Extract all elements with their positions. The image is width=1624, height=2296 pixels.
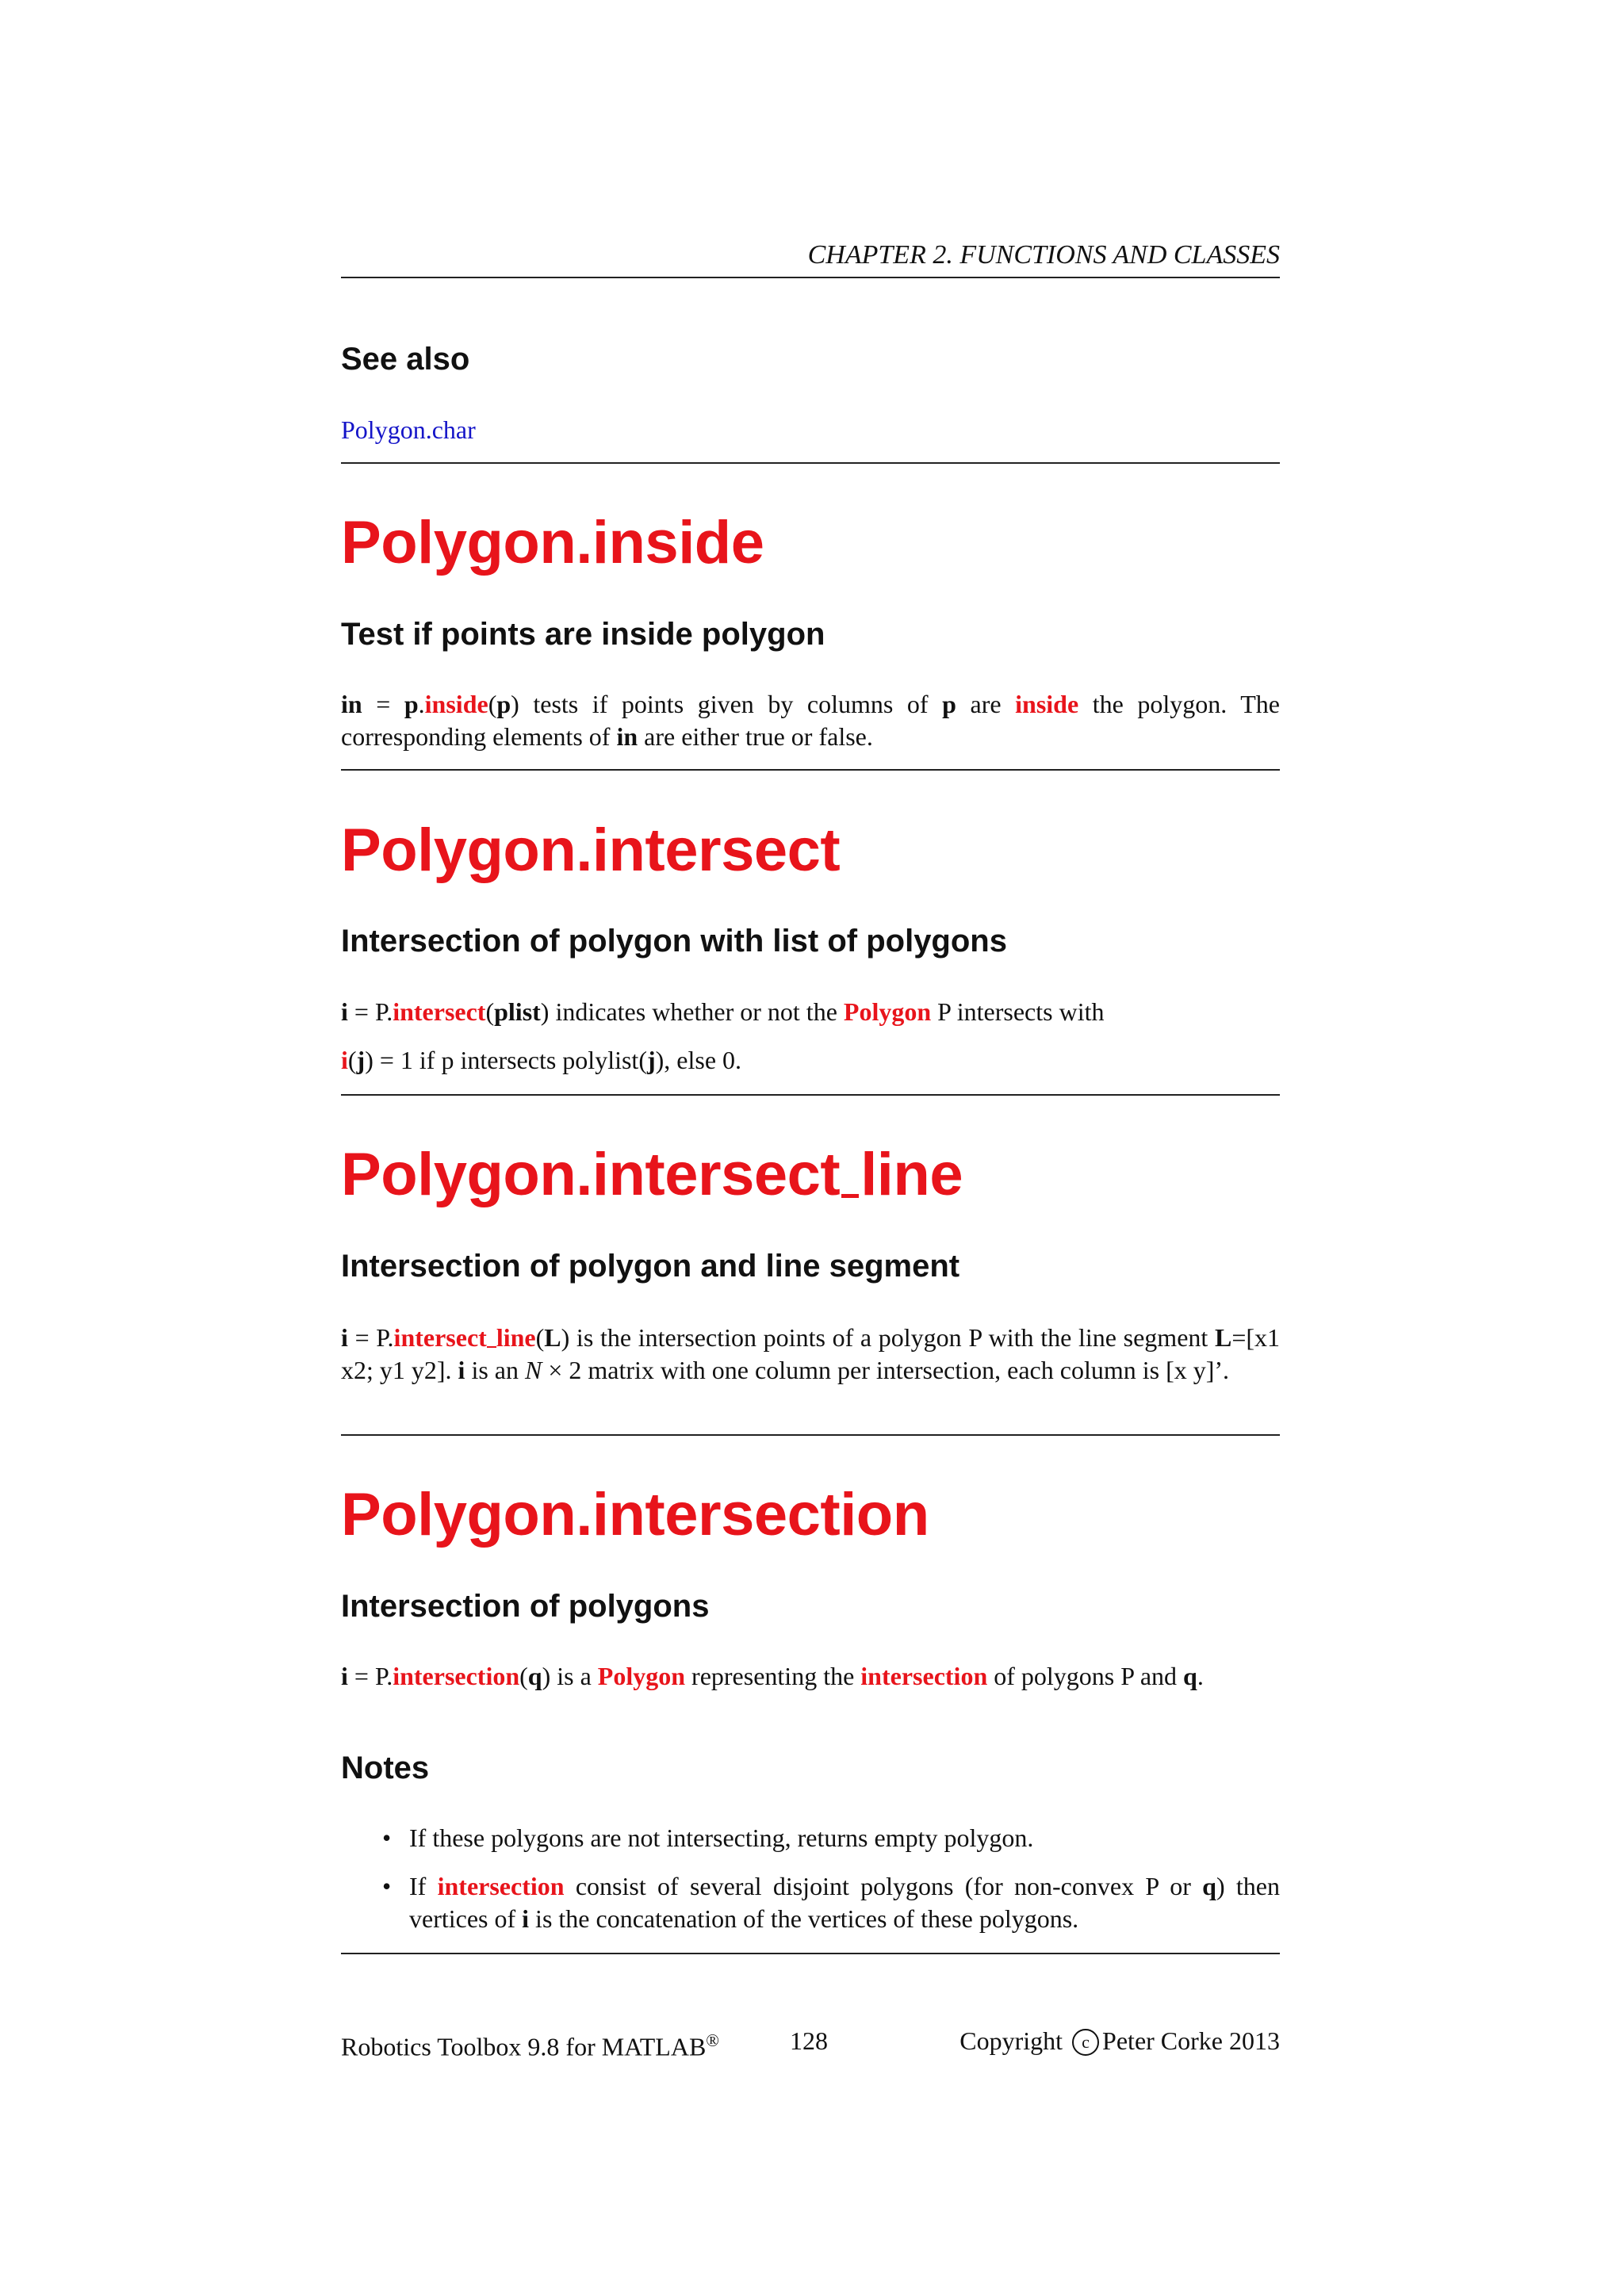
text-run: ( (347, 1046, 357, 1074)
intersect-line-description (341, 1322, 1280, 1387)
title-part: line (860, 1141, 963, 1208)
text-run: is the concatenation of the vertices of these polygons. (529, 1904, 1079, 1933)
text-run: ) tests if points given by columns of (511, 690, 943, 718)
intersection-description (341, 1660, 1280, 1693)
text-run: ), else 0. (655, 1046, 742, 1074)
section-subtitle-intersection: Intersection of polygons (341, 1589, 710, 1624)
text-run: . (1197, 1662, 1204, 1690)
code-token: in (341, 690, 362, 718)
text-run: ) is a (542, 1662, 598, 1690)
registered-mark: ® (706, 2030, 719, 2050)
code-token: L (544, 1323, 561, 1352)
code-token: q (1183, 1662, 1197, 1690)
code-token: i (522, 1904, 530, 1933)
text-run: are (956, 690, 1016, 718)
code-token: j (356, 1046, 366, 1074)
text-run: ) is the intersection points of a polygon P with the line segment (561, 1323, 1215, 1352)
section-subtitle-inside: Test if points are inside polygon (341, 617, 825, 652)
method-link[interactable]: intersection (393, 1662, 520, 1690)
code-token: p (496, 690, 511, 718)
text-run: . (418, 690, 425, 718)
text-run: ) = 1 if p intersects polylist( (365, 1046, 647, 1074)
section-rule (341, 1434, 1280, 1436)
text-run: ( (519, 1662, 528, 1690)
method-link[interactable]: inside (424, 690, 488, 718)
code-token: q (527, 1662, 542, 1690)
code-token: L (1214, 1323, 1232, 1352)
method-link[interactable]: i (341, 1046, 348, 1074)
section-rule (341, 1953, 1280, 1954)
class-link[interactable]: Polygon (843, 997, 932, 1026)
section-rule (341, 769, 1280, 771)
code-token: p (404, 690, 419, 718)
code-token: in (616, 722, 638, 751)
section-subtitle-intersect-line: Intersection of polygon and line segment (341, 1249, 960, 1284)
code-token: p (942, 690, 956, 718)
text-run: of polygons P and (987, 1662, 1184, 1690)
code-token: i (341, 997, 348, 1026)
text-run: ) then vertices of (409, 1872, 1280, 1933)
text-run: = P. (347, 1662, 393, 1690)
polygon-char-link[interactable]: Polygon.char (341, 415, 476, 444)
list-item (341, 1822, 1280, 1854)
text-run: If (409, 1872, 438, 1900)
code-token: plist (494, 997, 541, 1026)
text-run: × 2 matrix with one column per intersection, each column is [x y]’. (542, 1356, 1230, 1384)
code-token: j (646, 1046, 656, 1074)
text-run: ( (535, 1323, 545, 1352)
code-token: q (1202, 1872, 1216, 1900)
method-link[interactable]: intersect (393, 997, 486, 1026)
method-link[interactable]: intersection (860, 1662, 988, 1690)
text-run: is an (465, 1356, 525, 1384)
text-run: representing the (685, 1662, 861, 1690)
running-head: CHAPTER 2. FUNCTIONS AND CLASSES (807, 240, 1280, 270)
text-run: ( (488, 690, 497, 718)
title-part: Polygon.intersect (341, 1141, 841, 1208)
underscore-mark (841, 1194, 859, 1198)
section-title-intersection: Polygon.intersection (341, 1481, 929, 1548)
section-title-intersect: Polygon.intersect (341, 817, 841, 884)
section-rule (341, 462, 1280, 464)
underscore-mark (487, 1346, 496, 1348)
text-run: =[x1 x2; y1 y2]. (341, 1323, 1281, 1384)
header-rule (341, 277, 1280, 278)
copyright-icon: c (1072, 2029, 1099, 2056)
method-link-part: line (496, 1323, 536, 1352)
text-run: = P. (347, 1323, 394, 1352)
note-text: If these polygons are not intersecting, returns empty polygon. (409, 1823, 1034, 1852)
copyright-owner: Peter Corke 2013 (1102, 2026, 1280, 2055)
text-run: ( (485, 997, 495, 1026)
section-title-inside: Polygon.inside (341, 509, 764, 576)
bullet-icon: • (382, 1872, 392, 1900)
method-link[interactable]: inside (1015, 690, 1079, 718)
bullet-icon: • (382, 1823, 392, 1852)
notes-heading: Notes (341, 1751, 430, 1785)
inside-description (341, 688, 1280, 753)
method-link-part: intersect (393, 1323, 487, 1352)
text-run: the polygon. The corresponding elements of (341, 690, 1281, 751)
class-link[interactable]: Polygon (597, 1662, 686, 1690)
math-symbol: N (524, 1356, 542, 1384)
list-item (341, 1870, 1280, 1935)
footer-copyright (959, 2023, 1280, 2058)
section-title-intersect-line (341, 1139, 1280, 1211)
text-run: P intersects with (931, 997, 1105, 1026)
section-rule (341, 1094, 1280, 1096)
text-run: = (362, 690, 404, 718)
text-run: are either true or false. (638, 722, 873, 751)
text-run: consist of several disjoint polygons (for non-convex P or (564, 1872, 1203, 1900)
footer-title-text: Robotics Toolbox 9.8 for MATLAB (341, 2032, 707, 2061)
notes-list (341, 1822, 1280, 1951)
section-subtitle-intersect: Intersection of polygon with list of polygons (341, 924, 1007, 959)
intersect-line-2 (341, 1044, 1280, 1077)
code-token: i (341, 1323, 348, 1352)
see-also-paragraph (341, 414, 1280, 446)
method-link[interactable]: intersection (437, 1872, 565, 1900)
see-also-heading: See also (341, 342, 470, 377)
page-number: 128 (790, 2026, 828, 2055)
copyright-label: Copyright (959, 2026, 1070, 2055)
text-run: ) indicates whether or not the (540, 997, 844, 1026)
text-run: = P. (347, 997, 393, 1026)
code-token: i (341, 1662, 348, 1690)
method-link[interactable] (394, 1323, 536, 1352)
code-token: i (458, 1356, 465, 1384)
footer-title (341, 2023, 719, 2064)
intersect-line-1 (341, 996, 1280, 1028)
